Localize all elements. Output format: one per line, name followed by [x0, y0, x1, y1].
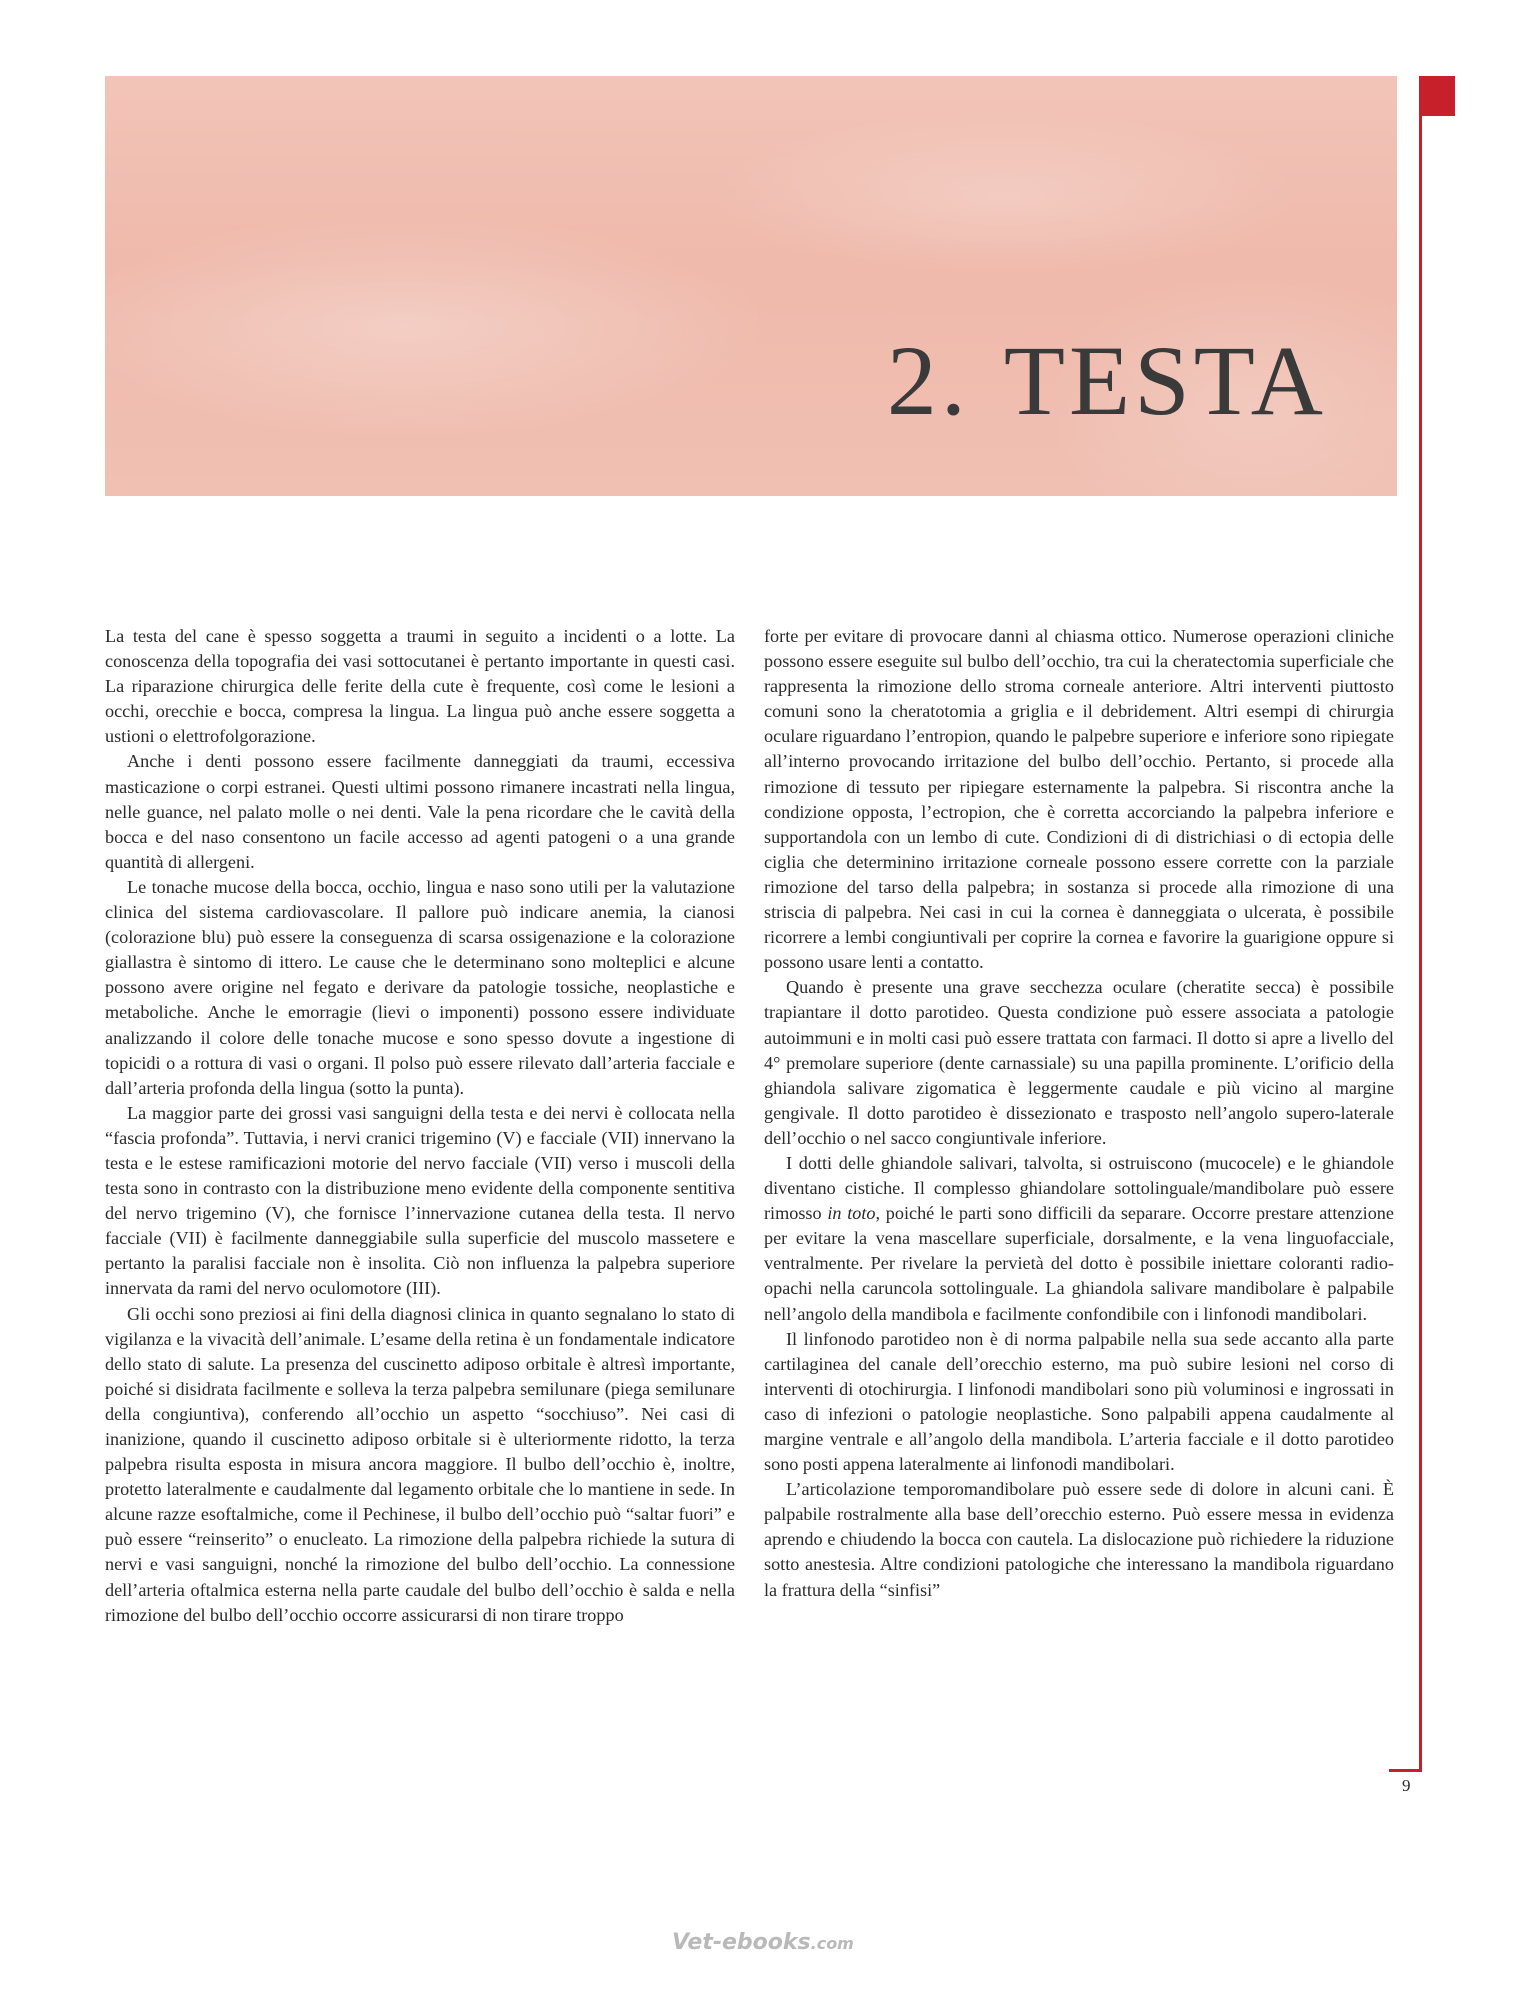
paragraph: Quando è presente una grave secchezza oculare (cheratite secca) è possibile trapiantare il dotto parotideo. Questa condizione può essere associata a patologie autoimmuni e in molti casi può essere trattata con farmaci. Il dotto si apre a livello del 4° premolare superiore (dente carnassiale) su una papilla prominente. L’orificio della ghiandola salivare zigomatica è leggermente caudale e più vicino al margine gengivale. Il dotto parotideo è dissezionato e trasposto nell’angolo supero-laterale dell’occhio o nel sacco congiuntivale inferiore. [764, 977, 1394, 1148]
paragraph: Il linfonodo parotideo non è di norma palpabile nella sua sede accanto alla parte cartilaginea del canale dell’orecchio esterno, ma può subire lesioni nel corso di interventi di otochirurgia. I linfonodi mandibolari sono più voluminosi e ingrossati in caso di infezioni o patologie neoplastiche. Sono palpabili appena caudalmente al margine ventrale e all’angolo della mandibola. L’arteria facciale e il dotto parotideo sono posti appena lateralmente ai linfonodi mandibolari. [764, 1328, 1394, 1475]
text-run: I dotti delle ghiandole salivari, talvolta, si ostruiscono (mucocele) e le ghiandole diventano cistiche. Il complesso ghiandolare sottolinguale/mandibolare può essere rimosso [764, 1152, 1394, 1224]
chapter-title [886, 325, 1327, 436]
watermark-domain: .com [810, 1934, 854, 1953]
chapter-number: 2. [886, 325, 970, 436]
chapter-tab-marker [1419, 76, 1455, 116]
paragraph: Le tonache mucose della bocca, occhio, lingua e naso sono utili per la valutazione clinica del sistema cardiovascolare. Il pallore può indicare anemia, la cianosi (colorazione blu) può essere la conseguenza di scarsa ossigenazione e la colorazione giallastra è sintomo di ittero. Le cause che le determinano sono molteplici e alcune possono avere origine nel fegato e derivare da patologie tossiche, neoplastiche e metaboliche. Anche le emorragie (lievi o imponenti) possono essere individuate analizzando il colore delle tonache mucose e sono spesso dovute a ingestione di topicidi o a rottura di vasi o organi. Il polso può essere rilevato dall’arteria facciale e dall’arteria profonda della lingua (sotto la punta). [105, 876, 735, 1098]
page-number: 9 [1402, 1776, 1411, 1795]
paragraph [764, 1151, 1394, 1327]
left-column [105, 624, 735, 1628]
paragraph: La maggior parte dei grossi vasi sanguigni della testa e dei nervi è collocata nella “fascia profonda”. Tuttavia, i nervi cranici trigemino (V) e facciale (VII) innervano la testa e le estese ramificazioni motorie del nervo facciale (VII) verso i muscoli della testa sono in contrasto con la distribuzione meno evidente della componente sentitiva del nervo trigemino (V), che fornisce l’innervazione cutanea della testa. Il nervo facciale (VII) è facilmente danneggiabile sulla superficie del muscolo massetere e pertanto la paralisi facciale non è insolita. Ciò non influenza la palpebra superiore innervata da rami del nervo oculomotore (III). [105, 1102, 735, 1299]
chapter-banner [105, 76, 1397, 496]
paragraph: forte per evitare di provocare danni al chiasma ottico. Numerose operazioni cliniche possono essere eseguite sul bulbo dell’occhio, tra cui la cheratectomia superficiale che rappresenta la rimozione dello stroma corneale anteriore. Altri interventi piuttosto comuni sono la cheratotomia a griglia e il debridement. Altri esempi di chirurgia oculare riguardano l’entropion, quando le palpebre superiore e inferiore sono ripiegate all’interno provocando irritazione del bulbo dell’occhio. Pertanto, si procede alla rimozione di tessuto per ripiegare esternamente la palpebra. Si riscontra anche la condizione opposta, l’ectropion, che è corretta accorciando la palpebra inferiore e supportandola con un lembo di cute. Condizioni di di districhiasi o di ectopia delle ciglia che determinino irritazione corneale possono essere corrette con la parziale rimozione del tarso della palpebra; in sostanza si procede alla rimozione di una striscia di palpebra. Nei casi in cui la cornea è danneggiata o ulcerata, è possibile ricorrere a lembi congiuntivali per coprire la cornea e favorire la guarigione oppure si possono usare lenti a contatto. [764, 626, 1394, 973]
margin-rule-vertical [1419, 116, 1422, 1772]
paragraph: Gli occhi sono preziosi ai fini della diagnosi clinica in quanto segnalano lo stato di vigilanza e la vivacità dell’animale. L’esame della retina è un fondamentale indicatore dello stato di salute. La presenza del cuscinetto adiposo orbitale è altresì importante, poiché si disidrata facilmente e solleva la terza palpebra semilunare (piega semilunare della congiuntiva), conferendo all’occhio un aspetto “socchiuso”. Nei casi di inanizione, quando il cuscinetto adiposo orbitale si è ulteriormente ridotto, la terza palpebra risulta esposta in misura ancora maggiore. Il bulbo dell’occhio è, inoltre, protetto lateralmente e caudalmente dal legamento orbitale che lo mantiene in sede. In alcune razze esoftalmiche, come il Pechinese, il bulbo dell’occhio può “saltar fuori” e può essere “reinserito” o enucleato. La rimozione della palpebra richiede la sutura di nervi e vasi sanguigni, nonché la rimozione del bulbo dell’occhio. La connessione dell’arteria oftalmica esterna nella parte caudale del bulbo dell’occhio è salda e nella rimozione del bulbo dell’occhio occorre assicurarsi di non tirare troppo [105, 1303, 735, 1625]
paragraph: L’articolazione temporomandibolare può essere sede di dolore in alcuni cani. È palpabile rostralmente alla base dell’orecchio esterno. Può essere messa in evidenza aprendo e chiudendo la bocca con cautela. La dislocazione può richiedere la riduzione sotto anestesia. Altre condizioni patologiche che interessano la mandibola riguardano la frattura della “sinfisi” [764, 1479, 1394, 1600]
text-run: , poiché le parti sono difficili da separare. Occorre prestare attenzione per evitare la vena mascellare superficiale, dorsalmente, e la vena linguofacciale, ventralmente. Per rivelare la pervietà del dotto è possibile iniettare coloranti radio-opachi nella caruncola sottolinguale. La ghiandola salivare mandibolare è palpabile nell’angolo della mandibola e facilmente confondibile con i linfonodi mandibolari. [764, 1203, 1394, 1324]
right-column [764, 624, 1394, 1628]
paragraph: La testa del cane è spesso soggetta a traumi in seguito a incidenti o a lotte. La conoscenza della topografia dei vasi sottocutanei è pertanto importante in questi casi. La riparazione chirurgica delle ferite della cute è frequente, così come le lesioni a occhi, orecchie e bocca, compresa la lingua. La lingua può anche essere soggetta a ustioni o elettrofolgorazione. [105, 626, 735, 747]
chapter-name: TESTA [1003, 325, 1327, 436]
body-text [105, 624, 1394, 1628]
watermark-name: Vet-ebooks [672, 1930, 811, 1955]
italic-term: in toto [827, 1203, 876, 1224]
margin-rule-horizontal [1389, 1769, 1422, 1772]
watermark-logo [672, 1930, 854, 1955]
paragraph: Anche i denti possono essere facilmente danneggiati da traumi, eccessiva masticazione o corpi estranei. Questi ultimi possono rimanere incastrati nella lingua, nelle guance, nel palato molle o nei denti. Vale la pena ricordare che le cavità della bocca e del naso consentono un facile accesso ad agenti patogeni o a una grande quantità di allergeni. [105, 751, 735, 872]
